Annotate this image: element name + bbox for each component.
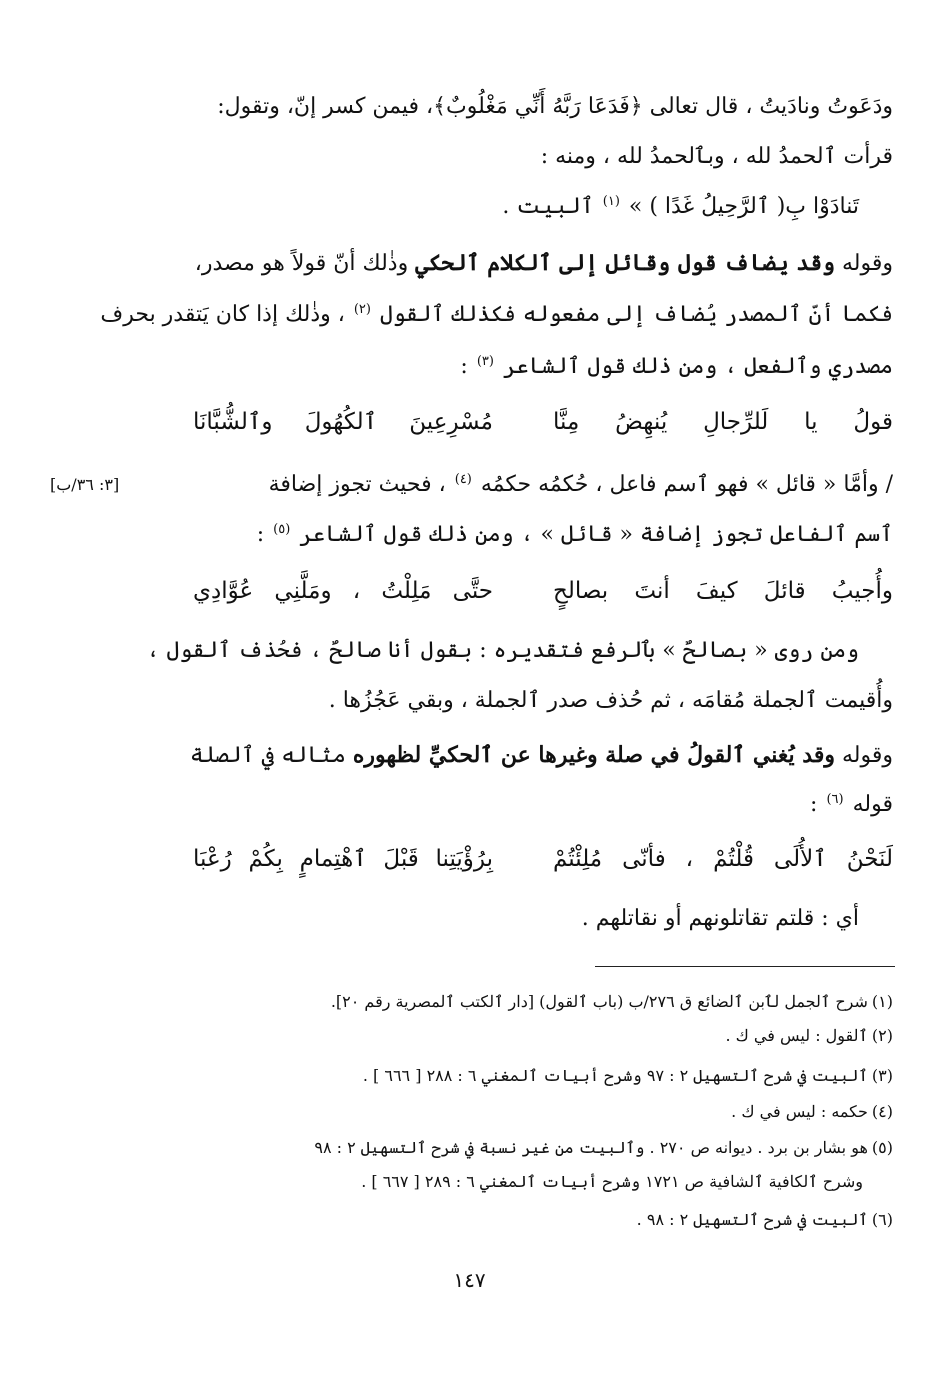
footnote-text: ٱلبيت في شرح ٱلتسهيل ٢ : ٩٧ وشرح أبيات ٱلمغني ٦ : ٢٨٨ [ ٦٦٦ ] . bbox=[362, 1066, 868, 1085]
footnote-ref[interactable]: (٥) bbox=[273, 521, 291, 537]
footnote-ref[interactable]: (٢) bbox=[353, 301, 371, 317]
footnote-number: (١) bbox=[871, 992, 893, 1011]
verse-line bbox=[193, 405, 893, 439]
text-fragment: مصدري وٱلفعل ، ومن ذٰلك قول ٱلشاعر bbox=[502, 354, 893, 379]
footnote-text: وشرح ٱلكافية ٱلشافية ص ١٧٢١ وشرح أبيات ٱلمغني ٦ : ٢٨٩ [ ٦٦٧ ] . bbox=[361, 1172, 863, 1191]
footnote-text: ٱلقول : ليس في ك . bbox=[725, 1026, 868, 1045]
text-line bbox=[100, 300, 893, 330]
footnote-number: (٣) bbox=[871, 1066, 893, 1085]
text-fragment: : bbox=[810, 792, 818, 817]
text-fragment: ، فحيث تجوز إضافة bbox=[268, 472, 446, 497]
footnote-number: (٦) bbox=[871, 1210, 893, 1229]
footnote-number: (٤) bbox=[871, 1102, 893, 1121]
footnote bbox=[183, 1208, 893, 1232]
footnote bbox=[183, 1024, 893, 1048]
text-line: وأُقيمت ٱلجملة مُقامَه ، ثم حُذف صدر ٱلجملة ، وبقي عَجُزُها . bbox=[328, 688, 893, 713]
text-line bbox=[193, 352, 893, 382]
footnote bbox=[183, 1136, 893, 1160]
verse-line bbox=[193, 842, 893, 876]
footnote-ref[interactable]: (٦) bbox=[826, 791, 844, 807]
text-fragment: ٱسم ٱلفاعل تجوز إضافة « قائل » ، ومن ذٰلك قول ٱلشاعر bbox=[299, 522, 893, 547]
text-fragment: ٱلبيت . bbox=[502, 194, 594, 219]
text-fragment: وقوله bbox=[841, 743, 893, 768]
text-line bbox=[193, 520, 893, 550]
text-fragment: وذٰلك أنّ قولاً هو مصدر، bbox=[194, 251, 409, 276]
text-fragment: ، وذٰلك إذا كان يَتقدر بحرف bbox=[100, 302, 345, 327]
verse-first-hemistich: وأُجيبُ قائلَ كيفَ أنتَ بصالحٍ bbox=[553, 578, 893, 604]
text-fragment: فكما أنّ ٱلمصدر يُضاف إلى مفعوله فكذٰلك ٱلقول bbox=[379, 302, 893, 327]
footnote-continuation bbox=[183, 1170, 863, 1194]
text-line: أي : قلتم تقاتلونهم أو نقاتلهم . bbox=[581, 906, 859, 931]
text-line bbox=[193, 470, 893, 500]
footnote-text: حكمه : ليس في ك . bbox=[731, 1102, 868, 1121]
footnote bbox=[183, 1100, 893, 1124]
footnote-ref[interactable]: (٣) bbox=[476, 353, 494, 369]
footnote-text: شرح ٱلجمل لٱبن ٱلضائع ق ٢٧٦/ب (باب ٱلقول) [دار ٱلكتب ٱلمصرية رقم ٢٠]. bbox=[330, 992, 868, 1011]
footnote bbox=[183, 1064, 893, 1088]
verse-second-hemistich: بِرُؤْيَتِنا قَبْلَ ٱهْتِمامٍ بِكُمْ رُعْبَا bbox=[193, 846, 493, 872]
verse-second-hemistich: حتَّى مَلِلْتُ ، ومَلَّنِي عُوَّادِي bbox=[193, 578, 493, 604]
bold-quote: وقد يضاف قول وقائل إلى ٱلكلام ٱلحكي bbox=[415, 250, 835, 276]
footnote bbox=[183, 990, 893, 1014]
verse-second-hemistich: مُسْرِعِينَ ٱلكُهُولَ وٱلشُّبَّانَا bbox=[193, 409, 493, 435]
text-line: ودَعَوتُ ونادَيتُ ، قال تعالى ﴿فَدَعَا رَبَّهُ أَنِّي مَغْلُوبٌ﴾، فيمن كسر إنّ، وتقول: bbox=[217, 94, 893, 119]
text-line: ومن روى « بصالحٌ » بٱلرفع فتقديره : بقول أنا صالحٌ ، فحُذف ٱلقول ، bbox=[146, 638, 859, 663]
manuscript-margin-ref: [٣: ٣٦/ب] bbox=[50, 475, 120, 494]
text-fragment: : bbox=[460, 354, 468, 379]
text-line bbox=[193, 248, 893, 279]
text-fragment: قوله bbox=[852, 792, 893, 817]
bold-quote: وقد يُغني ٱلقولُ في صلة وغيرها عن ٱلحكيِّ لظهوره bbox=[352, 742, 835, 768]
verse-first-hemistich: قولُ يا لَلرِّجالِ يُنهِضُ مِنَّا bbox=[553, 409, 893, 435]
text-line bbox=[193, 192, 859, 222]
text-fragment: مثاله في ٱلصلة bbox=[190, 743, 346, 768]
text-line bbox=[190, 740, 893, 771]
text-fragment: : bbox=[256, 522, 265, 547]
footnote-ref[interactable]: (٤) bbox=[454, 471, 472, 487]
footnote-separator bbox=[595, 966, 895, 967]
text-line: قرأت ٱلحمدُ لله ، وبٱلحمدُ لله ، ومنه : bbox=[540, 144, 893, 169]
text-fragment: وقوله bbox=[841, 251, 893, 276]
verse-line bbox=[193, 574, 893, 608]
footnote-ref[interactable]: (١) bbox=[602, 193, 620, 209]
text-fragment: / وأمَّا « قائل » فهو ٱسم فاعل ، حُكمُه حكمُه bbox=[480, 472, 893, 497]
footnote-number: (٥) bbox=[871, 1138, 893, 1157]
footnote-text: هو بشار بن برد . ديوانه ص ٢٧٠ . وٱلبيت من غير نسبة في شرح ٱلتسهيل ٢ : ٩٨ bbox=[314, 1138, 868, 1157]
text-line bbox=[193, 790, 893, 820]
verse-fragment: تَنادَوْا بِ( ٱلرَّحِيلُ غَدًا ) » bbox=[628, 194, 859, 219]
footnote-text: ٱلبيت في شرح ٱلتسهيل ٢ : ٩٨ . bbox=[636, 1210, 868, 1229]
verse-first-hemistich: لَنَحْنُ ٱلأُلَى قُلْتُمْ ، فأنّى مُلِئْتُمْ bbox=[553, 846, 893, 872]
page-number: ١٤٧ bbox=[453, 1268, 486, 1292]
footnote-number: (٢) bbox=[871, 1026, 893, 1045]
